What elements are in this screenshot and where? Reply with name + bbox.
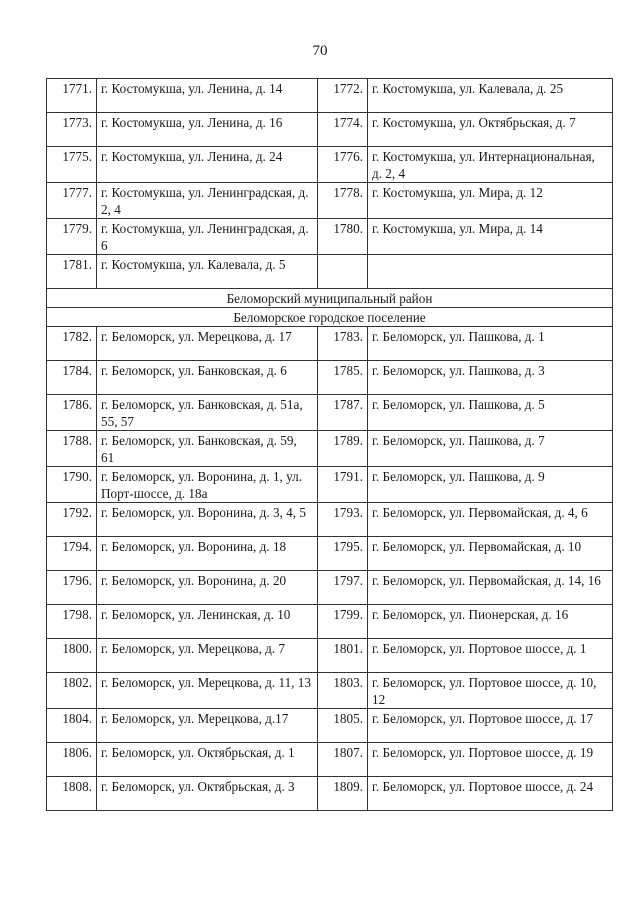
row-number: 1783. — [318, 327, 368, 361]
table-row — [47, 255, 613, 289]
row-number: 1793. — [318, 503, 368, 537]
address-cell: г. Беломорск, ул. Портовое шоссе, д. 10, 12 — [368, 673, 613, 709]
address-cell: г. Костомукша, ул. Мира, д. 12 — [368, 183, 613, 219]
table-block-kostomuksha — [47, 79, 613, 289]
address-table — [46, 78, 613, 811]
address-cell: г. Беломорск, ул. Портовое шоссе, д. 17 — [368, 709, 613, 743]
row-number: 1799. — [318, 605, 368, 639]
row-number: 1773. — [47, 113, 97, 147]
table-row — [47, 467, 613, 503]
address-cell: г. Беломорск, ул. Воронина, д. 3, 4, 5 — [97, 503, 318, 537]
address-cell: г. Беломорск, ул. Мерецкова, д. 17 — [97, 327, 318, 361]
district-heading: Беломорский муниципальный район — [47, 289, 613, 308]
table-row — [47, 395, 613, 431]
row-number: 1780. — [318, 219, 368, 255]
row-number: 1777. — [47, 183, 97, 219]
row-number: 1781. — [47, 255, 97, 289]
address-cell: г. Беломорск, ул. Банковская, д. 6 — [97, 361, 318, 395]
row-number: 1787. — [318, 395, 368, 431]
row-number: 1797. — [318, 571, 368, 605]
section-header-row — [47, 289, 613, 308]
row-number: 1778. — [318, 183, 368, 219]
row-number: 1794. — [47, 537, 97, 571]
address-cell: г. Костомукша, ул. Калевала, д. 5 — [97, 255, 318, 289]
row-number: 1808. — [47, 777, 97, 811]
row-number: 1786. — [47, 395, 97, 431]
table-row — [47, 673, 613, 709]
row-number: 1809. — [318, 777, 368, 811]
table-row — [47, 709, 613, 743]
table-row — [47, 431, 613, 467]
row-number: 1779. — [47, 219, 97, 255]
row-number: 1807. — [318, 743, 368, 777]
table-row — [47, 503, 613, 537]
row-number: 1798. — [47, 605, 97, 639]
address-cell: г. Костомукша, ул. Ленина, д. 14 — [97, 79, 318, 113]
table-block-belomorsk — [47, 327, 613, 811]
table-row — [47, 639, 613, 673]
address-cell: г. Костомукша, ул. Интернациональная, д. 2, 4 — [368, 147, 613, 183]
address-cell: г. Беломорск, ул. Пионерская, д. 16 — [368, 605, 613, 639]
table-row — [47, 327, 613, 361]
table-row — [47, 571, 613, 605]
address-cell: г. Беломорск, ул. Воронина, д. 20 — [97, 571, 318, 605]
address-cell: г. Беломорск, ул. Воронина, д. 18 — [97, 537, 318, 571]
table-row — [47, 183, 613, 219]
address-cell: г. Беломорск, ул. Первомайская, д. 10 — [368, 537, 613, 571]
table-row — [47, 777, 613, 811]
row-number — [318, 255, 368, 289]
address-cell: г. Костомукша, ул. Октябрьская, д. 7 — [368, 113, 613, 147]
table-row — [47, 113, 613, 147]
settlement-heading: Беломорское городское поселение — [47, 308, 613, 327]
row-number: 1775. — [47, 147, 97, 183]
row-number: 1776. — [318, 147, 368, 183]
address-cell: г. Беломорск, ул. Мерецкова, д.17 — [97, 709, 318, 743]
address-cell: г. Беломорск, ул. Портовое шоссе, д. 24 — [368, 777, 613, 811]
table-row — [47, 79, 613, 113]
row-number: 1792. — [47, 503, 97, 537]
row-number: 1804. — [47, 709, 97, 743]
address-cell: г. Костомукша, ул. Ленинградская, д. 6 — [97, 219, 318, 255]
address-cell: г. Беломорск, ул. Мерецкова, д. 7 — [97, 639, 318, 673]
page-number: 70 — [312, 43, 328, 59]
row-number: 1774. — [318, 113, 368, 147]
address-cell: г. Костомукша, ул. Мира, д. 14 — [368, 219, 613, 255]
table-row — [47, 743, 613, 777]
table-row — [47, 605, 613, 639]
row-number: 1788. — [47, 431, 97, 467]
row-number: 1795. — [318, 537, 368, 571]
address-cell: г. Беломорск, ул. Пашкова, д. 3 — [368, 361, 613, 395]
row-number: 1800. — [47, 639, 97, 673]
row-number: 1803. — [318, 673, 368, 709]
address-cell: г. Костомукша, ул. Ленина, д. 16 — [97, 113, 318, 147]
address-cell: г. Беломорск, ул. Пашкова, д. 7 — [368, 431, 613, 467]
table-section-headers — [47, 289, 613, 327]
row-number: 1802. — [47, 673, 97, 709]
row-number: 1771. — [47, 79, 97, 113]
address-cell: г. Беломорск, ул. Пашкова, д. 1 — [368, 327, 613, 361]
row-number: 1791. — [318, 467, 368, 503]
address-cell: г. Беломорск, ул. Ленинская, д. 10 — [97, 605, 318, 639]
row-number: 1782. — [47, 327, 97, 361]
row-number: 1772. — [318, 79, 368, 113]
address-cell: г. Костомукша, ул. Калевала, д. 25 — [368, 79, 613, 113]
row-number: 1784. — [47, 361, 97, 395]
address-cell: г. Беломорск, ул. Мерецкова, д. 11, 13 — [97, 673, 318, 709]
address-cell — [368, 255, 613, 289]
row-number: 1805. — [318, 709, 368, 743]
address-cell: г. Беломорск, ул. Воронина, д. 1, ул. Порт-шоссе, д. 18а — [97, 467, 318, 503]
address-cell: г. Беломорск, ул. Октябрьская, д. 3 — [97, 777, 318, 811]
address-cell: г. Костомукша, ул. Ленина, д. 24 — [97, 147, 318, 183]
table-row — [47, 361, 613, 395]
table-row — [47, 147, 613, 183]
row-number: 1796. — [47, 571, 97, 605]
address-cell: г. Костомукша, ул. Ленинградская, д. 2, 4 — [97, 183, 318, 219]
row-number: 1790. — [47, 467, 97, 503]
address-cell: г. Беломорск, ул. Портовое шоссе, д. 1 — [368, 639, 613, 673]
section-header-row — [47, 308, 613, 327]
address-cell: г. Беломорск, ул. Первомайская, д. 4, 6 — [368, 503, 613, 537]
address-cell: г. Беломорск, ул. Портовое шоссе, д. 19 — [368, 743, 613, 777]
address-cell: г. Беломорск, ул. Банковская, д. 59, 61 — [97, 431, 318, 467]
row-number: 1789. — [318, 431, 368, 467]
table-row — [47, 537, 613, 571]
row-number: 1806. — [47, 743, 97, 777]
table-row — [47, 219, 613, 255]
row-number: 1801. — [318, 639, 368, 673]
address-cell: г. Беломорск, ул. Первомайская, д. 14, 16 — [368, 571, 613, 605]
address-cell: г. Беломорск, ул. Банковская, д. 51а, 55, 57 — [97, 395, 318, 431]
row-number: 1785. — [318, 361, 368, 395]
address-cell: г. Беломорск, ул. Пашкова, д. 9 — [368, 467, 613, 503]
address-cell: г. Беломорск, ул. Пашкова, д. 5 — [368, 395, 613, 431]
address-cell: г. Беломорск, ул. Октябрьская, д. 1 — [97, 743, 318, 777]
